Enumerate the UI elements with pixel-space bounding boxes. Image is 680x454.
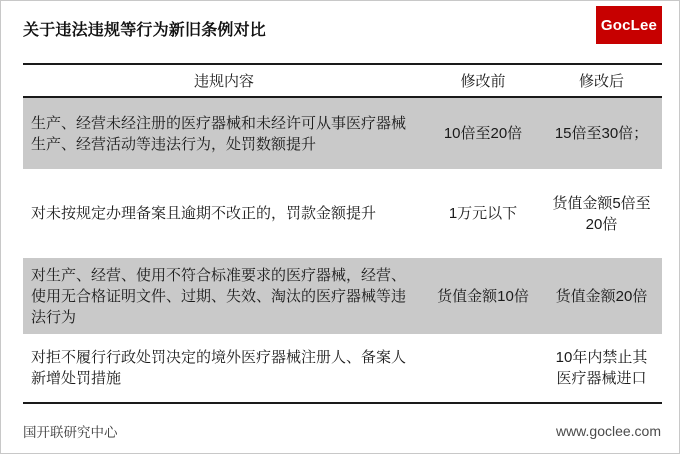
table-row xyxy=(23,258,662,334)
cell-violation-content: 生产、经营未经注册的医疗器械和未经许可从事医疗器械生产、经营活动等违法行为，处罚数额提升 xyxy=(31,114,407,153)
column-header-before: 修改前 xyxy=(460,73,506,90)
cell-after: 货值金额5倍至20倍 xyxy=(552,194,651,233)
cell-before: 1万元以下 xyxy=(448,205,518,222)
cell-after: 15倍至30倍； xyxy=(554,125,649,142)
goclee-logo: GocLee xyxy=(596,6,662,44)
column-header-violation-content: 违规内容 xyxy=(193,73,254,90)
column-header-after: 修改后 xyxy=(578,73,624,90)
comparison-table xyxy=(23,63,662,404)
footer-brand: 国开联研究中心 xyxy=(23,425,118,440)
cell-violation-content: 对拒不履行行政处罚决定的境外医疗器械注册人、备案人新增处罚措施 xyxy=(31,349,407,387)
cell-violation-content: 对生产、经营、使用不符合标准要求的医疗器械，经营、使用无合格证明文件、过期、失效、淘汰的医疗器械等违法行为 xyxy=(31,266,407,326)
table-bottom-rule xyxy=(23,402,662,404)
footer-url: www.goclee.com xyxy=(555,423,661,439)
cell-before: 货值金额10倍 xyxy=(437,287,529,305)
cell-after: 货值金额20倍 xyxy=(555,287,648,305)
table-row xyxy=(23,334,662,402)
cell-violation-content: 对未按规定办理备案且逾期不改正的，罚款金额提升 xyxy=(31,205,377,222)
cell-after: 10年内禁止其医疗器械进口 xyxy=(555,349,648,387)
table-row xyxy=(23,98,662,169)
page-title: 关于违法违规等行为新旧条例对比 xyxy=(23,22,267,39)
table-header-row xyxy=(23,63,662,98)
table-row xyxy=(23,169,662,258)
cell-before: 10倍至20倍 xyxy=(443,125,523,142)
footer xyxy=(23,421,661,441)
